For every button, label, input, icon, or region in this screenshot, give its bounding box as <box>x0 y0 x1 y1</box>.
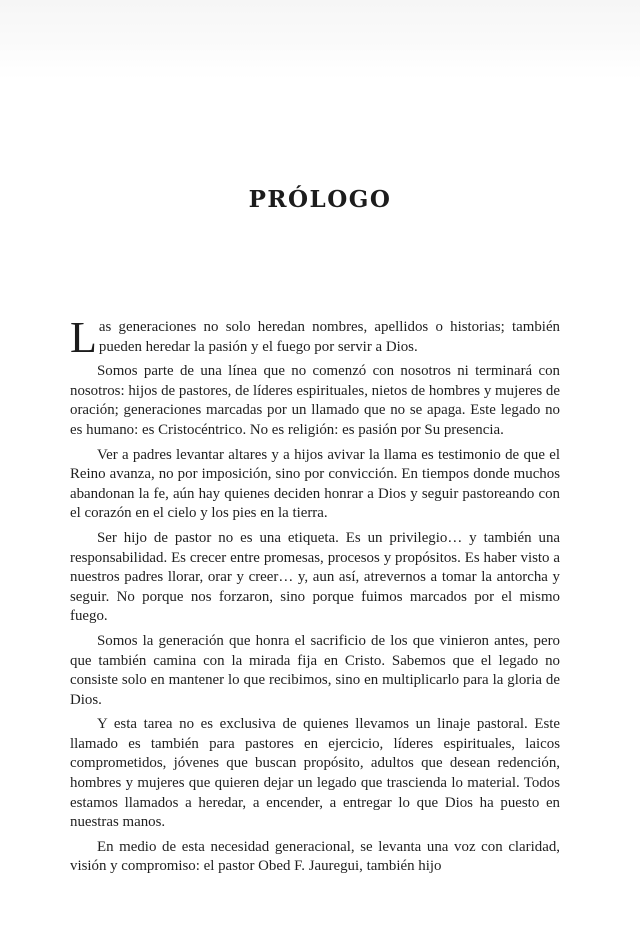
paragraph-4: Ser hijo de pastor no es una etiqueta. Es un privilegio… y también una responsabilidad. Es crecer entre promesas, procesos y propósitos. Es haber visto a nuestros padres llorar, orar y creer… y, aun así, atrevernos a tomar la antorcha y seguir. No porque nos forzaron, sino porque fuimos marcados por el mismo fuego. <box>70 529 560 625</box>
paragraph-1 <box>70 313 560 362</box>
chapter-title: PRÓLOGO <box>248 186 392 213</box>
prologue-body <box>70 313 560 882</box>
page-top-shading <box>0 0 640 80</box>
paragraph-5: Somos la generación que honra el sacrificio de los que vinieron antes, pero que también camina con la mirada fija en Cristo. Sabemos que el legado no consiste solo en mantener lo que recibimos, sino en multiplicarlo para la gloria de Dios. <box>70 632 560 708</box>
drop-cap-letter: L <box>70 313 97 362</box>
paragraph-6: Y esta tarea no es exclusiva de quienes llevamos un linaje pastoral. Este llamado es también para pastores en ejercicio, líderes espirituales, laicos comprometidos, jóvenes que buscan propósito, adultos que desean redención, hombres y mujeres que quieren dejar un legado que trascienda lo material. Todos estamos llamados a heredar, a encender, a entregar lo que Dios ha puesto en nuestras manos. <box>70 716 560 831</box>
paragraph-1-text: as generaciones no solo heredan nombres, apellidos o historias; también pueden heredar la pasión y el fuego por servir a Dios. <box>98 319 560 355</box>
paragraph-7: En medio de esta necesidad generacional, se levanta una voz con claridad, visión y compromiso: el pastor Obed F. Jauregui, también hijo <box>70 838 560 875</box>
paragraph-2: Somos parte de una línea que no comenzó con nosotros ni terminará con nosotros: hijos de pastores, de líderes espirituales, nietos de hombres y mujeres de oración; generaciones marcadas por un llamado que no se apaga. Este legado no es humano: es Cristocéntrico. No es religión: es pasión por Su presencia. <box>70 363 560 438</box>
paragraph-3: Ver a padres levantar altares y a hijos avivar la llama es testimonio de que el Reino avanza, no por imposición, sino por convicción. En tiempos donde muchos abandonan la fe, aún hay quienes deciden honrar a Dios y seguir pastoreando con el corazón en el cielo y los pies en la tierra. <box>70 446 560 522</box>
